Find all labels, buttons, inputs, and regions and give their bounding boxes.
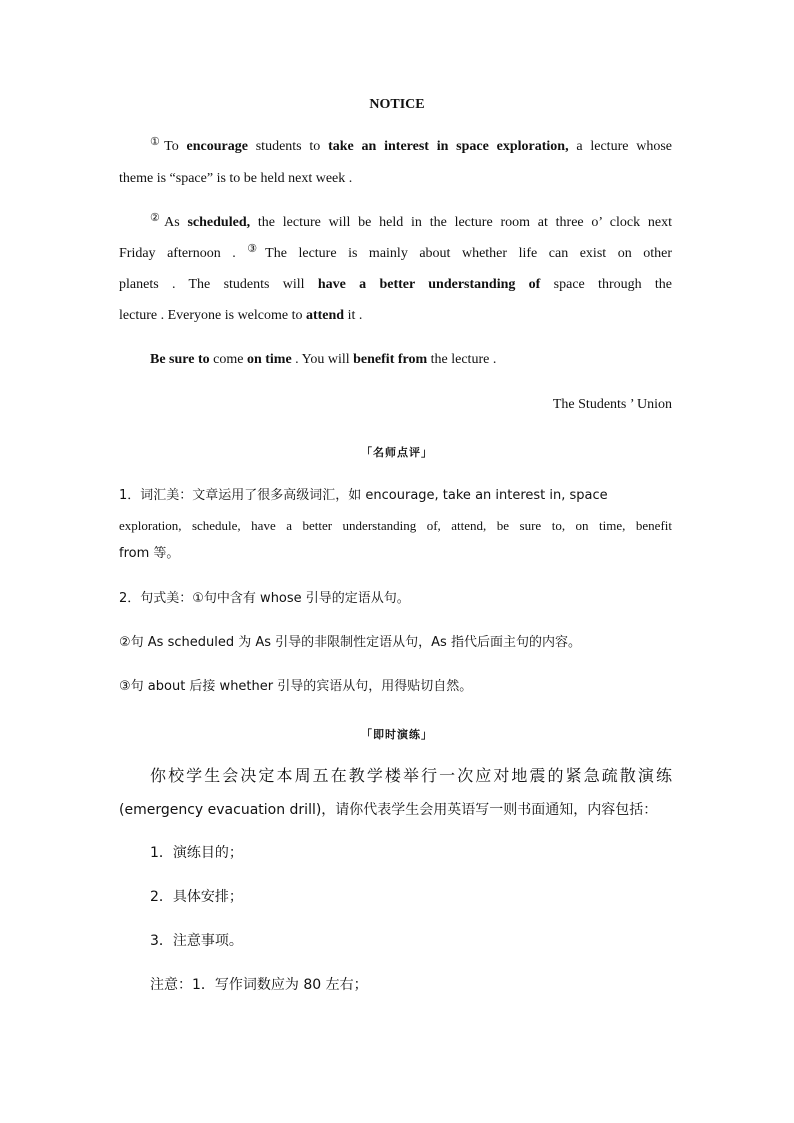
notice-paragraph-1-line-1: ①To encourage students to take an interest in space exploration, a lecture whose xyxy=(150,136,672,154)
notice-paragraph-3: Be sure to come on time . You will benefit from the lecture . xyxy=(150,352,497,367)
circled-number-1: ① xyxy=(150,136,165,148)
practice-intro-line-2: (emergency evacuation drill)，请你代表学生会用英语写一则书面通知，内容包括： xyxy=(119,802,658,818)
notice-paragraph-2-line-3: planets . The students will have a better understanding of space through the xyxy=(119,277,673,292)
circled-number-2: ② xyxy=(150,212,165,224)
practice-heading: 「即时演练」 xyxy=(361,728,433,741)
notice-paragraph-2-line-4: lecture . Everyone is welcome to attend it . xyxy=(119,308,363,323)
notice-paragraph-2-line-1: ②As scheduled, the lecture will be held in the lecture room at three o’ clock next xyxy=(150,212,672,230)
comment-item-1-line-3: from 等。 xyxy=(119,546,180,561)
comment-item-4: ③句 about 后接 whether 引导的宾语从句，用得贴切自然。 xyxy=(119,679,473,694)
notice-paragraph-1-line-2: theme is “space” is to be held next week . xyxy=(119,171,353,186)
comment-item-1-line-1: 1．词汇美：文章运用了很多高级词汇，如 encourage, take an interest in, space xyxy=(119,488,608,503)
practice-note: 注意：1．写作词数应为 80 左右； xyxy=(150,977,368,993)
comment-heading: 「名师点评」 xyxy=(361,446,433,459)
practice-point-2: 2．具体安排； xyxy=(150,889,243,905)
practice-intro-line-1: 你校学生会决定本周五在教学楼举行一次应对地震的紧急疏散演练 xyxy=(150,766,672,785)
notice-title: NOTICE xyxy=(369,97,425,112)
notice-paragraph-2-line-2: Friday afternoon . ③The lecture is mainly about whether life can exist on other xyxy=(119,243,672,261)
comment-item-2: 2．句式美：①句中含有 whose 引导的定语从句。 xyxy=(119,591,410,606)
notice-signature: The Students ’ Union xyxy=(552,397,672,412)
practice-point-3: 3．注意事项。 xyxy=(150,933,243,949)
comment-item-3: ②句 As scheduled 为 As 引导的非限制性定语从句，As 指代后面主句的内容。 xyxy=(119,635,581,650)
practice-point-1: 1．演练目的； xyxy=(150,845,243,861)
circled-number-3: ③ xyxy=(247,243,266,255)
comment-item-1-line-2: exploration, schedule, have a better understanding of, attend, be sure to, on time, benefit xyxy=(119,518,672,533)
